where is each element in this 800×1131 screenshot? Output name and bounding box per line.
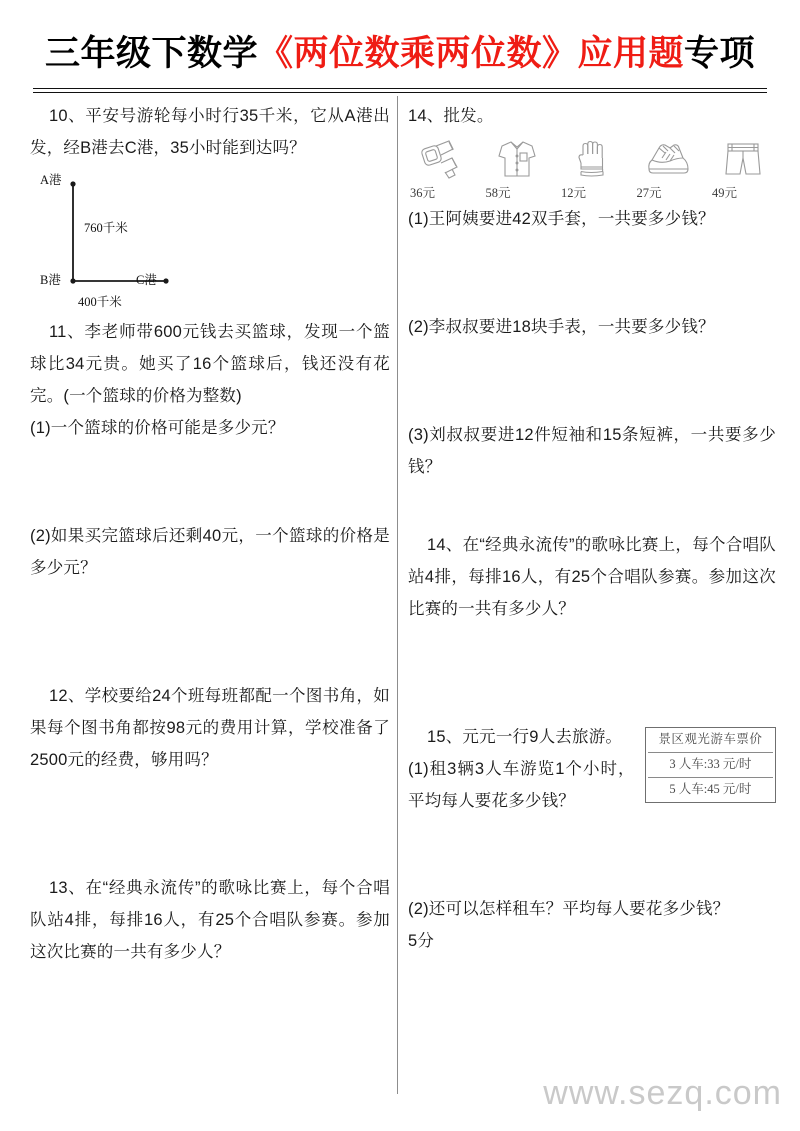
shorts-icon xyxy=(720,136,766,180)
left-column xyxy=(30,100,390,968)
site-watermark: www.sezq.com xyxy=(543,1074,782,1112)
distance-label-horizontal: 400千米 xyxy=(78,295,122,309)
right-column xyxy=(408,100,776,957)
question-11-sub2: (2)如果买完篮球后还剩40元，一个篮球的价格是多少元？ xyxy=(30,527,390,577)
question-15-text: 15、元元一行9人去旅游。 xyxy=(426,728,623,746)
goods-item xyxy=(635,136,701,201)
fare-table-row: 5 人车:45 元/时 xyxy=(669,782,752,796)
fare-table-row: 3 人车:33 元/时 xyxy=(669,757,752,771)
question-14a-sub1: (1)王阿姨要进42双手套，一共要多少钱？ xyxy=(408,210,715,228)
page-title-part3: 专项 xyxy=(684,33,756,73)
goods-price: 49元 xyxy=(712,186,738,200)
page-title xyxy=(0,0,800,94)
question-15-block xyxy=(408,721,776,817)
distance-label-vertical: 760千米 xyxy=(84,221,128,235)
question-15-sub1: (1)租3辆3人车游览1个小时，平均每人要花多少钱？ xyxy=(408,760,635,810)
watch-icon xyxy=(418,136,464,180)
port-label-c: C港 xyxy=(136,273,157,287)
fare-price-table xyxy=(645,727,776,803)
spacer xyxy=(408,817,776,893)
shoes-icon xyxy=(643,136,693,180)
spacer xyxy=(30,776,390,872)
question-14a-sub3: (3)刘叔叔要进12件短袖和15条短裤，一共要多少钱？ xyxy=(408,426,776,476)
goods-price: 27元 xyxy=(636,186,662,200)
gloves-icon xyxy=(569,136,615,180)
shirt-icon xyxy=(494,136,540,180)
spacer xyxy=(30,444,390,520)
spacer xyxy=(408,483,776,529)
goods-price: 36元 xyxy=(410,186,436,200)
spacer xyxy=(408,235,776,311)
goods-price: 58元 xyxy=(485,186,511,200)
title-double-rule xyxy=(33,88,767,93)
spacer xyxy=(408,343,776,419)
fare-table-header: 景区观光游车票价 xyxy=(658,732,763,746)
page-title-part2: 《两位数乘两位数》应用题 xyxy=(257,33,684,73)
question-14a-sub2: (2)李叔叔要进18块手表，一共要多少钱？ xyxy=(408,318,715,336)
question-14b-text: 14、在“经典永流传”的歌咏比赛上，每个合唱队站4排，每排16人，有25个合唱队参赛。参加这次比赛的一共有多少人？ xyxy=(408,536,776,618)
goods-item xyxy=(484,136,550,201)
question-14a-heading: 14、批发。 xyxy=(408,107,494,125)
column-divider xyxy=(397,96,398,1094)
goods-price: 12元 xyxy=(561,186,587,200)
goods-price-list xyxy=(408,136,776,201)
question-12-text: 12、学校要给24个班每班都配一个图书角，如果每个图书角都按98元的费用计算，学校准备了2500元的经费，够用吗？ xyxy=(30,687,390,769)
goods-item xyxy=(559,136,625,201)
goods-item xyxy=(408,136,474,201)
page-title-part1: 三年级下数学 xyxy=(44,33,258,73)
question-15-score: 5分 xyxy=(408,932,435,950)
port-label-a: A港 xyxy=(40,173,62,187)
spacer xyxy=(408,625,776,721)
question-10-text: 10、平安号游轮每小时行35千米，它从A港出发，经B港去C港，35小时能到达吗？ xyxy=(30,107,390,157)
port-label-b: B港 xyxy=(40,273,61,287)
question-13-text: 13、在“经典永流传”的歌咏比赛上，每个合唱队站4排，每排16人，有25个合唱队参赛。参加这次比赛的一共有多少人？ xyxy=(30,879,390,961)
question-15-sub2: (2)还可以怎样租车？平均每人要花多少钱？ xyxy=(408,900,730,918)
port-distance-diagram xyxy=(40,170,240,309)
goods-item xyxy=(710,136,776,201)
question-11-text: 11、李老师带600元钱去买篮球，发现一个篮球比34元贵。她买了16个篮球后，钱还没有花完。(一个篮球的价格为整数) xyxy=(30,323,390,405)
question-11-sub1: (1)一个篮球的价格可能是多少元？ xyxy=(30,419,285,437)
spacer xyxy=(30,584,390,680)
